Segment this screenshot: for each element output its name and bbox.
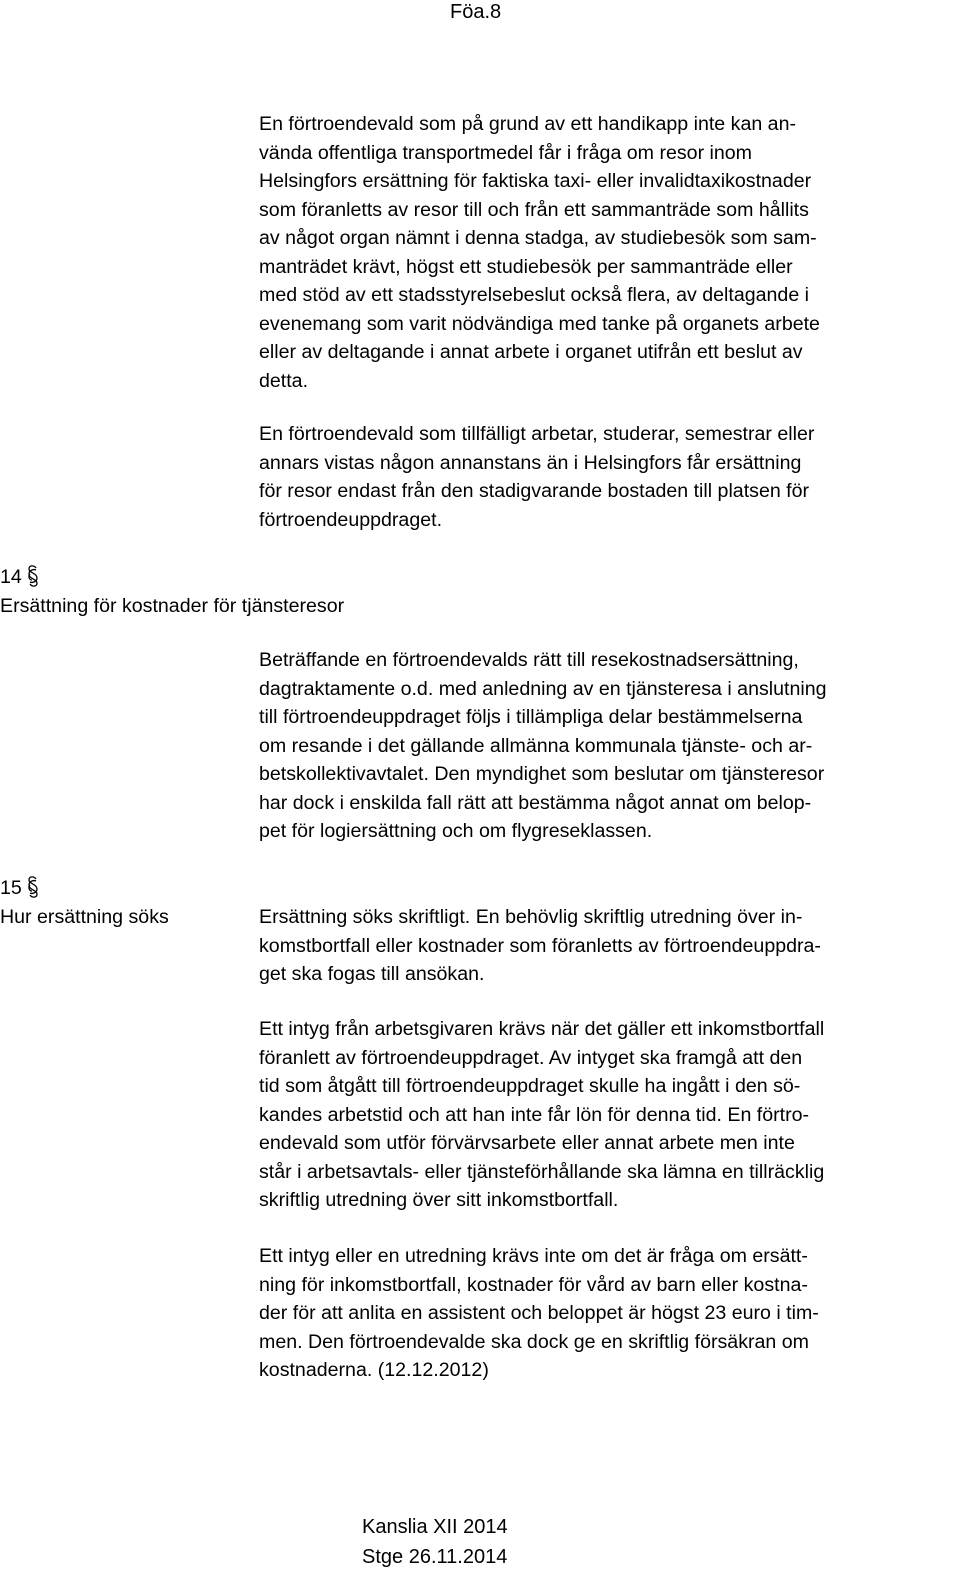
text-line: eller av deltagande i annat arbete i organet utifrån ett beslut av — [259, 341, 803, 363]
text-line: pet för logiersättning och om flygreseklassen. — [259, 820, 653, 842]
text-line: Ersättning söks skriftligt. En behövlig skriftlig utredning över in- — [259, 906, 803, 928]
section-15-paragraph-2 — [259, 1015, 824, 1215]
text-line: ning för inkomstbortfall, kostnader för vård av barn eller kostna- — [259, 1273, 808, 1296]
text-line: har dock i enskilda fall rätt att bestämma något annat om belop- — [259, 791, 812, 814]
text-line: komstbortfall eller kostnader som föranletts av förtroendeuppdra- — [259, 934, 821, 957]
section-15-heading — [0, 874, 169, 932]
text-line: Ett intyg från arbetsgivaren krävs när det gäller ett inkomstbortfall — [259, 1018, 825, 1040]
text-line: Helsingfors ersättning för faktiska taxi- eller invalidtaxikostnader — [259, 170, 812, 192]
text-line: En förtroendevald som tillfälligt arbetar, studerar, semestrar eller — [259, 423, 815, 445]
text-line: endevald som utför förvärvsarbete eller annat arbete men inte — [259, 1132, 795, 1154]
text-line: betskollektivavtalet. Den myndighet som beslutar om tjänsteresor — [259, 763, 825, 785]
text-line: annars vistas någon annanstans än i Helsingfors får ersättning — [259, 451, 802, 474]
section-14-paragraph-1 — [259, 646, 827, 846]
text-line: get ska fogas till ansökan. — [259, 963, 485, 985]
text-line: föranlett av förtroendeuppdraget. Av intyget ska framgå att den — [259, 1046, 803, 1069]
text-line: Beträffande en förtroendevalds rätt till resekostnadsersättning, — [259, 649, 799, 671]
page-identifier: Föa.8 — [450, 1, 502, 23]
section-15-paragraph-3 — [259, 1242, 819, 1385]
section-number-row — [0, 874, 169, 903]
section-sign-icon — [26, 875, 40, 899]
text-line: vända offentliga transportmedel får i fråga om resor inom — [259, 141, 753, 164]
text-line: förtroendeuppdraget. — [259, 508, 443, 531]
text-line: om resande i det gällande allmänna kommunala tjänste- och ar- — [259, 734, 813, 757]
intro-paragraph-2 — [259, 420, 814, 534]
section-number-row — [0, 563, 344, 592]
text-line: som föranletts av resor till och från ett sammanträde som hållits — [259, 198, 809, 221]
text-line: tid som åtgått till förtroendeuppdraget skulle ha ingått i den sö- — [259, 1075, 801, 1097]
section-14-heading — [0, 563, 344, 621]
text-line: skriftlig utredning över sitt inkomstbortfall. — [259, 1189, 619, 1211]
page-footer — [362, 1512, 508, 1572]
text-line: evenemang som varit nödvändiga med tanke på organets arbete — [259, 312, 820, 335]
text-line: till förtroendeuppdraget följs i tillämpliga delar bestämmelserna — [259, 706, 803, 728]
section-number: 15 — [0, 877, 22, 899]
section-title: Hur ersättning söks — [0, 906, 169, 928]
intro-paragraph-1 — [259, 110, 820, 395]
text-line: kandes arbetstid och att han inte får lön för denna tid. En förtro- — [259, 1103, 810, 1126]
text-line: dagtraktamente o.d. med anledning av en tjänsteresa i anslutning — [259, 677, 827, 700]
text-line: av något organ nämnt i denna stadga, av studiebesök som sam- — [259, 227, 817, 249]
text-line: kostnaderna. (12.12.2012) — [259, 1359, 489, 1381]
footer-office: Kanslia XII 2014 — [362, 1516, 508, 1538]
section-sign-icon — [26, 564, 40, 588]
text-line: manträdet krävt, högst ett studiebesök per sammanträde eller — [259, 255, 793, 278]
footer-date: Stge 26.11.2014 — [362, 1546, 508, 1568]
text-line: står i arbetsavtals- eller tjänsteförhållande ska lämna en tillräcklig — [259, 1160, 825, 1183]
text-line: detta. — [259, 369, 309, 392]
text-line: En förtroendevald som på grund av ett handikapp inte kan an- — [259, 113, 797, 135]
section-number: 14 — [0, 566, 22, 588]
text-line: för resor endast från den stadigvarande bostaden till platsen för — [259, 480, 810, 502]
section-15-paragraph-1 — [259, 903, 821, 989]
text-line: der för att anlita en assistent och beloppet är högst 23 euro i tim- — [259, 1302, 819, 1324]
text-line: Ett intyg eller en utredning krävs inte om det är fråga om ersätt- — [259, 1245, 808, 1267]
text-line: men. Den förtroendevalde ska dock ge en skriftlig försäkran om — [259, 1330, 809, 1353]
text-line: med stöd av ett stadsstyrelsebeslut också flera, av deltagande i — [259, 284, 810, 306]
section-title: Ersättning för kostnader för tjänsteresor — [0, 595, 345, 617]
